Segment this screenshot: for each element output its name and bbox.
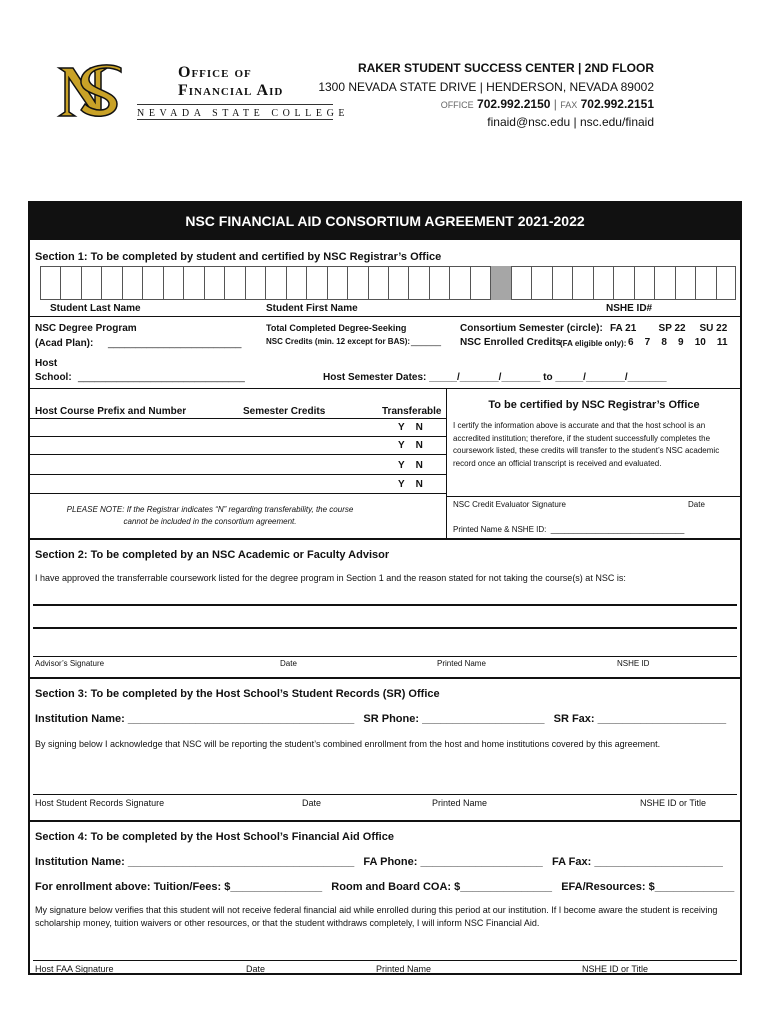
transferable-yn[interactable]: Y N xyxy=(398,422,423,433)
section2-heading: Section 2: To be completed by an NSC Academic or Faculty Advisor xyxy=(35,549,390,561)
sr-signature-label: Host Student Records Signature xyxy=(35,798,165,808)
sr-nshe-title-label: NSHE ID or Title xyxy=(640,798,707,808)
name-box-cell[interactable] xyxy=(204,266,224,300)
phone-line: OFFICE 702.992.2150 | FAX 702.992.2151 xyxy=(440,97,654,111)
table-rule xyxy=(28,493,446,494)
semester-credits-header: Semester Credits xyxy=(243,406,326,417)
table-rule xyxy=(28,474,446,475)
office-title xyxy=(178,64,283,100)
advisor-nshe-label: NSHE ID xyxy=(617,659,650,668)
acad-plan-input[interactable]: ________________________ xyxy=(108,338,242,349)
section3-fields[interactable]: Institution Name: _____________________________________ SR Phone: ____________________ SR Fax: _____________________ xyxy=(35,713,727,725)
section-divider xyxy=(28,677,742,679)
name-box-cell[interactable] xyxy=(470,266,490,300)
school-label: School: xyxy=(35,372,72,383)
faa-printed-name-label: Printed Name xyxy=(376,964,432,974)
name-box-cell[interactable] xyxy=(245,266,265,300)
faa-date-label: Date xyxy=(246,964,266,974)
section4-text: My signature below verifies that this student will not receive federal financial aid while enrolled during this period at our institution. If I become aware the student is receiving scholarship money, tuition waivers or other resources, or that the student withdraws completely, I will inform NSC Financial Aid. xyxy=(35,905,718,928)
registrar-heading: To be certified by NSC Registrar’s Office xyxy=(488,399,700,411)
printed-name-nshe[interactable]: Printed Name & NSHE ID: ______________________________ xyxy=(453,525,685,534)
advisor-printed-name-label: Printed Name xyxy=(437,659,486,668)
name-box-cell[interactable] xyxy=(286,266,306,300)
section3-text: By signing below I acknowledge that NSC will be reporting the student’s combined enrollment from the host and home institutions covered by this agreement. xyxy=(35,739,661,749)
transferability-note: PLEASE NOTE: If the Registrar indicates “N” regarding transferability, the course cannot be included in the consortium agreement. xyxy=(66,505,354,526)
faa-signature-label: Host FAA Signature xyxy=(35,964,114,974)
name-box-cell[interactable] xyxy=(327,266,347,300)
section3-heading: Section 3: To be completed by the Host School’s Student Records (SR) Office xyxy=(35,688,440,700)
section-divider xyxy=(28,538,742,540)
form-title: NSC FINANCIAL AID CONSORTIUM AGREEMENT 2021-2022 xyxy=(28,201,742,240)
section-divider xyxy=(28,820,742,822)
signature-line[interactable] xyxy=(33,794,737,795)
address-line2: 1300 NEVADA STATE DRIVE | HENDERSON, NEVADA 89002 xyxy=(318,80,654,94)
fa-eligible-label: (FA eligible only): xyxy=(560,339,627,348)
last-name-label: Student Last Name xyxy=(50,303,141,314)
table-rule xyxy=(28,436,446,437)
table-rule xyxy=(28,418,446,419)
advisor-date-label: Date xyxy=(280,659,297,668)
name-box-cell[interactable] xyxy=(695,266,715,300)
sr-printed-name-label: Printed Name xyxy=(432,798,488,808)
name-box-cell[interactable] xyxy=(634,266,654,300)
college-name: NEVADA STATE COLLEGE xyxy=(137,108,350,119)
faa-nshe-title-label: NSHE ID or Title xyxy=(582,964,649,974)
office-line1: Office of xyxy=(178,64,252,81)
name-box-cell[interactable] xyxy=(593,266,613,300)
contact-line: finaid@nsc.edu | nsc.edu/finaid xyxy=(487,115,654,129)
nsc-logo xyxy=(55,62,127,122)
table-rule xyxy=(28,454,446,455)
reason-line[interactable] xyxy=(33,627,737,629)
credit-options[interactable]: 6 7 8 9 10 11 xyxy=(628,337,728,348)
transferable-header: Transferable xyxy=(382,406,442,417)
transferable-yn[interactable]: Y N xyxy=(398,440,423,451)
office-phone: 702.992.2150 xyxy=(477,97,551,111)
office-line2: Financial Aid xyxy=(178,82,284,99)
name-box-cell[interactable] xyxy=(675,266,695,300)
name-box-cell[interactable] xyxy=(388,266,408,300)
name-box-cell[interactable] xyxy=(613,266,633,300)
name-box-cell[interactable] xyxy=(265,266,285,300)
name-box-cell[interactable] xyxy=(142,266,162,300)
acad-plan-label: (Acad Plan): xyxy=(35,338,94,349)
semester-options[interactable]: FA 21 SP 22 SU 22 xyxy=(610,323,728,334)
nshe-id-label: NSHE ID# xyxy=(606,303,653,314)
name-box-cell[interactable] xyxy=(224,266,244,300)
name-box-cell[interactable] xyxy=(654,266,674,300)
name-box-cell[interactable] xyxy=(183,266,203,300)
name-box-cell[interactable] xyxy=(163,266,183,300)
name-box-cell[interactable] xyxy=(122,266,142,300)
name-box-cell[interactable] xyxy=(368,266,388,300)
name-box-separator[interactable] xyxy=(490,266,510,300)
signature-line[interactable] xyxy=(33,656,737,657)
header-rule xyxy=(137,104,333,105)
certify-text: I certify the information above is accurate and that the host school is an accredited institution; therefore, if the student successfully completes the coursework listed, these credits will transfer to the student’s NSC academic record once an official transcript is received and evaluated. xyxy=(453,421,720,468)
degree-program-label: NSC Degree Program xyxy=(35,323,137,334)
header-rule xyxy=(137,119,333,120)
section4-heading: Section 4: To be completed by the Host School’s Financial Aid Office xyxy=(35,831,394,843)
name-box-cell[interactable] xyxy=(306,266,326,300)
name-box-cell[interactable] xyxy=(531,266,551,300)
host-semester-dates[interactable]: Host Semester Dates: _____/_______/_______ to _____/_______/_______ xyxy=(323,372,667,383)
name-box-cell[interactable] xyxy=(572,266,592,300)
name-box-cell[interactable] xyxy=(511,266,531,300)
address-line1: RAKER STUDENT SUCCESS CENTER | 2ND FLOOR xyxy=(357,61,654,75)
name-box-cell[interactable] xyxy=(60,266,80,300)
enrolled-credits-label: NSC Enrolled Credits xyxy=(460,337,562,348)
signature-line[interactable] xyxy=(33,960,737,961)
name-box-cell[interactable] xyxy=(347,266,367,300)
name-box-cell[interactable] xyxy=(408,266,428,300)
reason-line[interactable] xyxy=(33,604,737,606)
transferable-yn[interactable]: Y N xyxy=(398,479,423,490)
course-prefix-header: Host Course Prefix and Number xyxy=(35,406,187,417)
nsc-credits-input[interactable]: ______ xyxy=(411,336,442,346)
section1-heading: Section 1: To be completed by student and certified by NSC Registrar’s Office xyxy=(35,251,442,263)
evaluator-signature-label: NSC Credit Evaluator Signature xyxy=(453,500,566,509)
name-box-cell[interactable] xyxy=(101,266,121,300)
sr-date-label: Date xyxy=(302,798,322,808)
advisor-signature-label: Advisor’s Signature xyxy=(35,659,105,668)
name-box-cell[interactable] xyxy=(81,266,101,300)
transferable-yn[interactable]: Y N xyxy=(398,460,423,471)
section4-fields[interactable]: Institution Name: _____________________________________ FA Phone: ____________________ FA Fax: _____________________ xyxy=(35,856,723,868)
evaluator-date-label: Date xyxy=(688,500,705,509)
name-box-cell[interactable] xyxy=(716,266,736,300)
divider xyxy=(28,388,742,389)
divider xyxy=(28,316,742,317)
nsc-credits-label: NSC Credits (min. 12 except for BAS): xyxy=(266,337,411,346)
total-credits-label: Total Completed Degree-Seeking xyxy=(266,323,407,333)
name-box-cell[interactable] xyxy=(449,266,469,300)
name-box-cell[interactable] xyxy=(429,266,449,300)
school-input[interactable]: ______________________________ xyxy=(78,372,245,383)
fax-phone: 702.992.2151 xyxy=(580,97,654,111)
consortium-semester-label: Consortium Semester (circle): xyxy=(460,323,603,334)
section4-costs[interactable]: For enrollment above: Tuition/Fees: $_______________ Room and Board COA: $_______________ EFA/Resources: $_____________ xyxy=(35,881,735,893)
signature-line[interactable] xyxy=(446,496,742,497)
office-label: OFFICE xyxy=(440,100,474,110)
fax-label: FAX xyxy=(560,100,578,110)
host-label: Host xyxy=(35,358,58,369)
name-box-cell[interactable] xyxy=(552,266,572,300)
section2-text: I have approved the transferrable coursework listed for the degree program in Section 1 and the reason stated for not taking the course(s) at NSC is: xyxy=(35,573,626,583)
first-name-label: Student First Name xyxy=(266,303,358,314)
